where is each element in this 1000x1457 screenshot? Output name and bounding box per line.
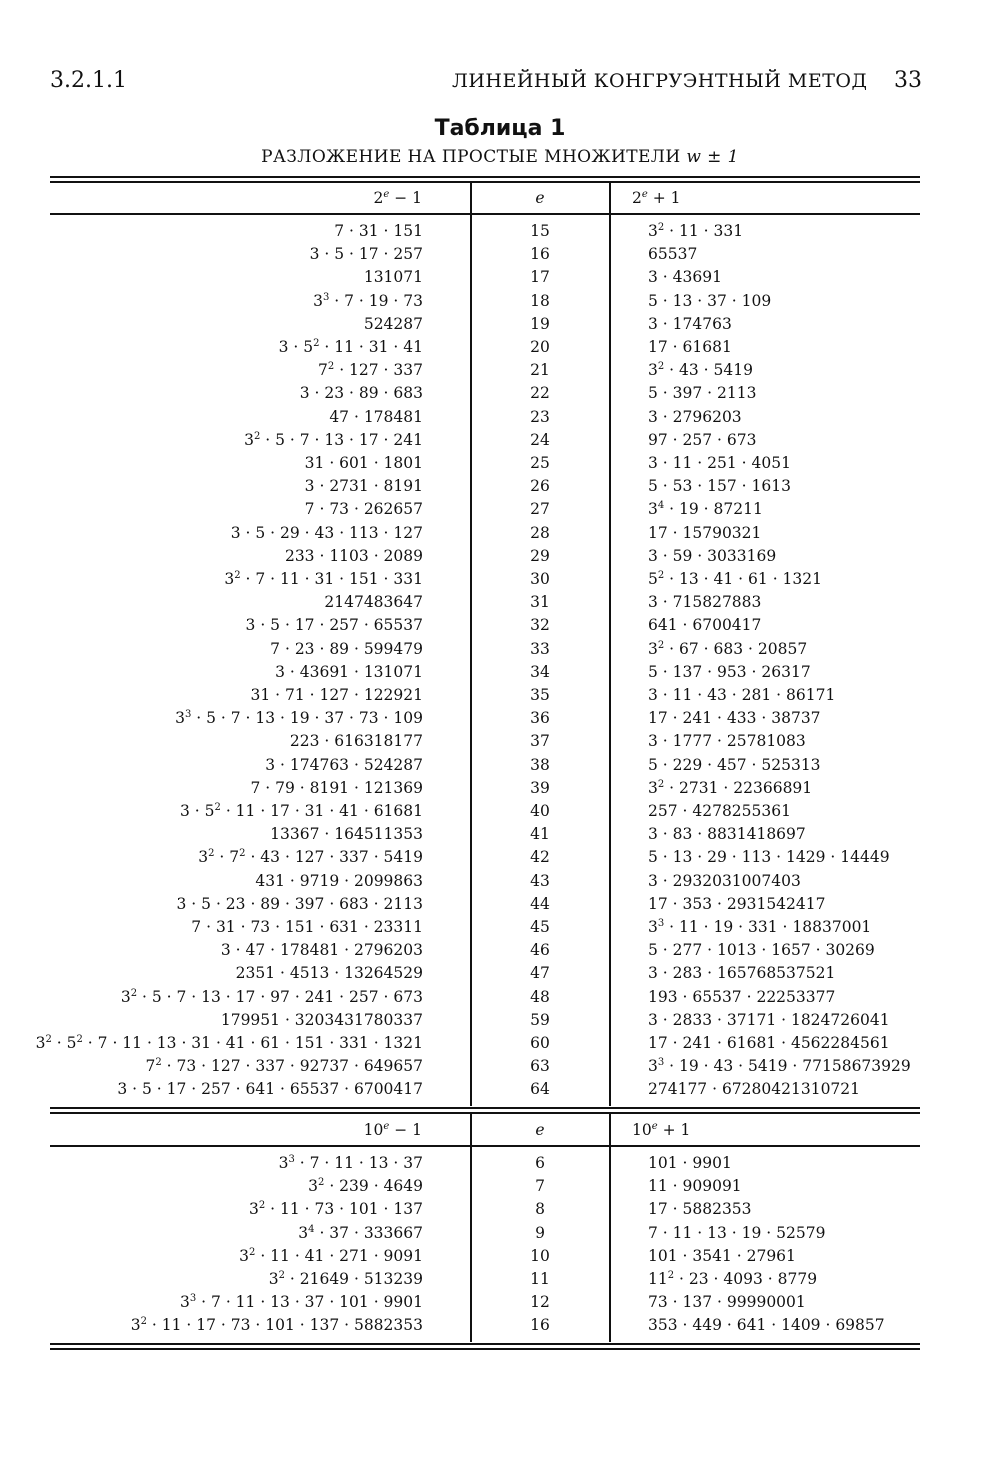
table-row bbox=[0, 730, 1000, 753]
pow10-minus-cell: $3^2 \cdot 21649 \cdot 513239$ bbox=[268, 1270, 423, 1288]
table-row bbox=[0, 614, 1000, 637]
table-row bbox=[0, 498, 1000, 521]
pow2-plus-cell: 3 · 83 · 8831418697 bbox=[648, 825, 806, 844]
pow2-plus-cell: 17 · 61681 bbox=[648, 338, 732, 356]
pow2-minus-cell: 3 · 174763 · 524287 bbox=[265, 755, 423, 774]
pow2-minus-cell: 7 · 23 · 89 · 599479 bbox=[270, 639, 423, 658]
table-row bbox=[0, 777, 1000, 800]
running-head-title: ЛИНЕЙНЫЙ КОНГРУЭНТНЫЙ МЕТОД bbox=[452, 70, 868, 92]
rule-top-1 bbox=[50, 176, 920, 178]
pow10-plus-cell: 7 · 11 · 13 · 19 · 52579 bbox=[648, 1223, 826, 1242]
pow2-minus-cell: 3 · 23 · 89 · 683 bbox=[299, 384, 423, 403]
header-2e-plus-1: $2^e + 1$ bbox=[632, 189, 681, 207]
pow2-minus-cell: 179951 · 3203431780337 bbox=[220, 1010, 423, 1029]
table-row bbox=[0, 475, 1000, 498]
exponent-cell: 40 bbox=[530, 802, 550, 820]
pow2-plus-cell: 5 · 277 · 1013 · 1657 · 30269 bbox=[648, 941, 875, 960]
exponent-cell: 47 bbox=[530, 964, 550, 983]
pow10-minus-cell: $3^2 \cdot 239 \cdot 4649$ bbox=[308, 1177, 423, 1196]
pow2-plus-cell: $3^2 \cdot 11 \cdot 331$ bbox=[648, 222, 744, 240]
pow2-plus-cell: $3^4 \cdot 19 \cdot 87211$ bbox=[648, 500, 763, 519]
exponent-cell: 9 bbox=[535, 1223, 545, 1242]
pow2-plus-cell: $3^3 \cdot 11 \cdot 19 \cdot 331 \cdot 18837001$ bbox=[648, 918, 872, 936]
exponent-cell: 6 bbox=[535, 1154, 545, 1172]
header-10e-minus-1: $10^e - 1$ bbox=[363, 1121, 422, 1139]
pow2-plus-cell: 65537 bbox=[648, 245, 698, 264]
pow2-plus-cell: 3 · 59 · 3033169 bbox=[648, 546, 777, 565]
pow2-minus-cell: 7 · 73 · 262657 bbox=[304, 500, 423, 519]
pow2-minus-cell: 7 · 31 · 151 bbox=[334, 222, 423, 240]
exponent-cell: 18 bbox=[530, 291, 550, 310]
exponent-cell: 35 bbox=[530, 686, 550, 704]
table-row bbox=[0, 336, 1000, 359]
pow2-minus-cell: 431 · 9719 · 2099863 bbox=[255, 871, 423, 890]
rule-header-2 bbox=[50, 1145, 920, 1147]
exponent-cell: 32 bbox=[530, 616, 550, 635]
pow10-minus-cell: $3^3 \cdot 7 \cdot 11 \cdot 13 \cdot 37 \cdot 101 \cdot 9901$ bbox=[180, 1293, 423, 1312]
pow2-plus-cell: 5 · 229 · 457 · 525313 bbox=[648, 755, 821, 774]
table-subtitle-text: РАЗЛОЖЕНИЕ НА ПРОСТЫЕ МНОЖИТЕЛИ bbox=[261, 147, 681, 167]
pow2-minus-cell: 3 · 2731 · 8191 bbox=[304, 477, 423, 496]
pow2-plus-cell: 3 · 2833 · 37171 · 1824726041 bbox=[648, 1010, 890, 1029]
header-2e-minus-1: $2^e - 1$ bbox=[373, 189, 422, 207]
exponent-cell: 48 bbox=[530, 987, 550, 1006]
pow2-plus-cell: $3^2 \cdot 2731 \cdot 22366891$ bbox=[648, 778, 813, 797]
pow10-minus-cell: $3^2 \cdot 11 \cdot 41 \cdot 271 \cdot 9091$ bbox=[239, 1246, 423, 1265]
exponent-cell: 33 bbox=[530, 639, 550, 658]
table-row bbox=[0, 290, 1000, 313]
pow2-plus-cell: 3 · 174763 bbox=[648, 314, 732, 333]
rule-header-1 bbox=[50, 213, 920, 215]
pow2-plus-cell: 641 · 6700417 bbox=[648, 616, 762, 635]
exponent-cell: 8 bbox=[535, 1200, 545, 1219]
header-e-2-text: e bbox=[535, 1121, 545, 1139]
rule-top-2 bbox=[50, 181, 920, 183]
table-row bbox=[0, 1268, 1000, 1291]
pow2-plus-cell: 17 · 241 · 433 · 38737 bbox=[648, 709, 821, 728]
table-row bbox=[0, 359, 1000, 382]
header-e-1 bbox=[472, 187, 608, 209]
pow2-minus-cell: 31 · 601 · 1801 bbox=[304, 454, 423, 472]
table-row bbox=[0, 429, 1000, 452]
pow2-minus-cell: 3 · 47 · 178481 · 2796203 bbox=[220, 941, 423, 960]
exponent-cell: 15 bbox=[530, 222, 550, 240]
table-row bbox=[0, 1152, 1000, 1175]
table-row bbox=[0, 684, 1000, 707]
pow2-minus-cell: 131071 bbox=[363, 268, 423, 287]
exponent-cell: 31 bbox=[530, 593, 550, 612]
exponent-cell: 25 bbox=[530, 454, 550, 472]
exponent-cell: 44 bbox=[530, 894, 550, 913]
pow2-plus-cell: 5 · 53 · 157 · 1613 bbox=[648, 477, 791, 496]
table-row bbox=[0, 1009, 1000, 1032]
table-row bbox=[0, 568, 1000, 591]
rule-bottom-1 bbox=[50, 1343, 920, 1345]
table-row bbox=[0, 893, 1000, 916]
pow10-minus-cell: $3^3 \cdot 7 \cdot 11 \cdot 13 \cdot 37$ bbox=[278, 1154, 423, 1172]
table-row bbox=[0, 591, 1000, 614]
pow2-minus-cell: 7 · 31 · 73 · 151 · 631 · 23311 bbox=[191, 918, 423, 936]
table-row bbox=[0, 220, 1000, 243]
pow2-minus-cell: 3 · 43691 · 131071 bbox=[275, 662, 423, 681]
exponent-cell: 43 bbox=[530, 871, 550, 890]
exponent-cell: 16 bbox=[530, 1316, 550, 1335]
table-row bbox=[0, 1055, 1000, 1078]
pow2-plus-cell: 3 · 2796203 bbox=[648, 407, 742, 426]
pow2-minus-cell: 2147483647 bbox=[324, 593, 423, 612]
table-row bbox=[0, 1198, 1000, 1221]
exponent-cell: 24 bbox=[530, 430, 550, 449]
table-subtitle-math: w ± 1 bbox=[686, 147, 739, 167]
table-row bbox=[0, 1245, 1000, 1268]
pow10-plus-cell: 101 · 3541 · 27961 bbox=[648, 1246, 796, 1265]
table-row bbox=[0, 313, 1000, 336]
table-row bbox=[0, 823, 1000, 846]
table-row bbox=[0, 382, 1000, 405]
exponent-cell: 39 bbox=[530, 778, 550, 797]
pow2-minus-cell: 524287 bbox=[363, 314, 423, 333]
exponent-cell: 27 bbox=[530, 500, 550, 519]
table-row bbox=[0, 1175, 1000, 1198]
table-row bbox=[0, 986, 1000, 1009]
pow2-minus-cell: $3 \cdot 5^2 \cdot 11 \cdot 17 \cdot 31 \cdot 41 \cdot 61681$ bbox=[179, 802, 423, 820]
pow2-plus-cell: 3 · 715827883 bbox=[648, 593, 762, 612]
pow2-plus-cell: 5 · 137 · 953 · 26317 bbox=[648, 662, 811, 681]
exponent-cell: 21 bbox=[530, 361, 550, 380]
table-row bbox=[0, 707, 1000, 730]
table-row bbox=[0, 1291, 1000, 1314]
pow2-plus-cell: $3^2 \cdot 43 \cdot 5419$ bbox=[648, 361, 753, 380]
rule-mid-2 bbox=[50, 1112, 920, 1114]
table-row bbox=[0, 754, 1000, 777]
pow2-minus-cell: $7^2 \cdot 73 \cdot 127 \cdot 337 \cdot 92737 \cdot 649657$ bbox=[145, 1057, 423, 1076]
pow2-plus-cell: 3 · 11 · 251 · 4051 bbox=[648, 454, 791, 472]
exponent-cell: 22 bbox=[530, 384, 550, 403]
pow2-minus-cell: 31 · 71 · 127 · 122921 bbox=[250, 686, 423, 704]
rule-bottom-2 bbox=[50, 1348, 920, 1350]
header-10e-plus-1: $10^e + 1$ bbox=[632, 1121, 691, 1139]
pow2-plus-cell: 5 · 13 · 37 · 109 bbox=[648, 291, 772, 310]
exponent-cell: 64 bbox=[530, 1080, 550, 1099]
table-row bbox=[0, 870, 1000, 893]
pow2-plus-cell: $3^2 \cdot 67 \cdot 683 \cdot 20857$ bbox=[648, 639, 808, 658]
exponent-cell: 28 bbox=[530, 523, 550, 542]
pow10-plus-cell: 11 · 909091 bbox=[648, 1177, 742, 1196]
pow2-minus-cell: $3^2 \cdot 5 \cdot 7 \cdot 13 \cdot 17 \cdot 241$ bbox=[244, 430, 423, 449]
pow2-plus-cell: 257 · 4278255361 bbox=[648, 802, 791, 820]
exponent-cell: 26 bbox=[530, 477, 550, 496]
pow2-plus-cell: 3 · 1777 · 25781083 bbox=[648, 732, 806, 751]
section-number: 3.2.1.1 bbox=[50, 68, 127, 93]
pow2-plus-cell: $5^2 \cdot 13 \cdot 41 \cdot 61 \cdot 1321$ bbox=[648, 570, 822, 588]
pow10-minus-cell: $3^2 \cdot 11 \cdot 73 \cdot 101 \cdot 137$ bbox=[249, 1200, 423, 1219]
exponent-cell: 60 bbox=[530, 1034, 550, 1052]
pow2-minus-cell: $3^2 \cdot 7^2 \cdot 43 \cdot 127 \cdot 337 \cdot 5419$ bbox=[198, 848, 423, 867]
table-row bbox=[0, 638, 1000, 661]
exponent-cell: 30 bbox=[530, 570, 550, 588]
pow10-minus-cell: $3^2 \cdot 11 \cdot 17 \cdot 73 \cdot 101 \cdot 137 \cdot 5882353$ bbox=[130, 1316, 423, 1335]
table-row bbox=[0, 545, 1000, 568]
pow10-plus-cell: 101 · 9901 bbox=[648, 1154, 732, 1172]
pow2-minus-cell: 3 · 5 · 23 · 89 · 397 · 683 · 2113 bbox=[176, 894, 423, 913]
exponent-cell: 10 bbox=[530, 1246, 550, 1265]
exponent-cell: 7 bbox=[535, 1177, 545, 1196]
table-row bbox=[0, 1314, 1000, 1337]
exponent-cell: 42 bbox=[530, 848, 550, 867]
header-e-1-text: e bbox=[535, 189, 545, 207]
vrule-h2-right bbox=[609, 1113, 611, 1145]
exponent-cell: 12 bbox=[530, 1293, 550, 1312]
exponent-cell: 37 bbox=[530, 732, 550, 751]
pow2-minus-cell: $3^3 \cdot 7 \cdot 19 \cdot 73$ bbox=[313, 291, 423, 310]
pow2-plus-cell: 17 · 353 · 2931542417 bbox=[648, 894, 826, 913]
pow2-minus-cell: $3^2 \cdot 7 \cdot 11 \cdot 31 \cdot 151 \cdot 331$ bbox=[224, 570, 423, 588]
table-row bbox=[0, 1222, 1000, 1245]
pow2-minus-cell: 7 · 79 · 8191 · 121369 bbox=[250, 778, 423, 797]
table-title: Таблица 1 bbox=[434, 116, 566, 141]
pow2-minus-cell: 2351 · 4513 · 13264529 bbox=[235, 964, 423, 983]
exponent-cell: 36 bbox=[530, 709, 550, 728]
table-row bbox=[0, 1078, 1000, 1101]
page-number: 33 bbox=[894, 68, 922, 93]
exponent-cell: 29 bbox=[530, 546, 550, 565]
table-row bbox=[0, 939, 1000, 962]
exponent-cell: 46 bbox=[530, 941, 550, 960]
pow10-plus-cell: 353 · 449 · 641 · 1409 · 69857 bbox=[648, 1316, 885, 1335]
table-row bbox=[0, 1032, 1000, 1055]
exponent-cell: 63 bbox=[530, 1057, 550, 1076]
pow2-minus-cell: 13367 · 164511353 bbox=[270, 825, 423, 844]
exponent-cell: 16 bbox=[530, 245, 550, 264]
exponent-cell: 20 bbox=[530, 338, 550, 356]
vrule-h2-left bbox=[470, 1113, 472, 1145]
vrule-h1-right bbox=[609, 182, 611, 213]
pow2-plus-cell: 17 · 15790321 bbox=[648, 523, 762, 542]
exponent-cell: 34 bbox=[530, 662, 550, 681]
pow2-minus-cell: 3 · 5 · 17 · 257 · 65537 bbox=[245, 616, 423, 635]
exponent-cell: 59 bbox=[530, 1010, 550, 1029]
pow2-minus-cell: 3 · 5 · 17 · 257 bbox=[309, 245, 423, 264]
pow10-plus-cell: 17 · 5882353 bbox=[648, 1200, 752, 1219]
pow2-minus-cell: 47 · 178481 bbox=[329, 407, 423, 426]
pow2-minus-cell: 233 · 1103 · 2089 bbox=[284, 546, 423, 565]
header-e-2 bbox=[472, 1119, 608, 1141]
table-row bbox=[0, 962, 1000, 985]
table-row bbox=[0, 800, 1000, 823]
pow2-plus-cell: 5 · 397 · 2113 bbox=[648, 384, 757, 403]
pow2-plus-cell: 97 · 257 · 673 bbox=[648, 430, 757, 449]
pow2-plus-cell: 3 · 283 · 165768537521 bbox=[648, 964, 836, 983]
rule-mid-1 bbox=[50, 1107, 920, 1109]
exponent-cell: 38 bbox=[530, 755, 550, 774]
pow2-plus-cell: 193 · 65537 · 22253377 bbox=[648, 987, 836, 1006]
table-row bbox=[0, 916, 1000, 939]
pow2-plus-cell: 17 · 241 · 61681 · 4562284561 bbox=[648, 1034, 890, 1052]
pow2-minus-cell: $7^2 \cdot 127 \cdot 337$ bbox=[318, 361, 423, 380]
table-row bbox=[0, 243, 1000, 266]
table-row bbox=[0, 661, 1000, 684]
table-row bbox=[0, 266, 1000, 289]
pow2-minus-cell: $3^2 \cdot 5^2 \cdot 7 \cdot 11 \cdot 13 \cdot 31 \cdot 41 \cdot 61 \cdot 151 \cdot 331 \cdot 1321$ bbox=[35, 1034, 423, 1052]
exponent-cell: 17 bbox=[530, 268, 550, 287]
pow10-minus-cell: $3^4 \cdot 37 \cdot 333667$ bbox=[298, 1223, 423, 1242]
pow2-minus-cell: 223 · 616318177 bbox=[289, 732, 423, 751]
table-row bbox=[0, 406, 1000, 429]
pow2-plus-cell: 5 · 13 · 29 · 113 · 1429 · 14449 bbox=[648, 848, 890, 867]
pow2-plus-cell: 274177 · 67280421310721 bbox=[648, 1080, 861, 1099]
table-row bbox=[0, 846, 1000, 869]
exponent-cell: 45 bbox=[530, 918, 550, 936]
exponent-cell: 11 bbox=[530, 1270, 550, 1288]
pow2-plus-cell: 3 · 2932031007403 bbox=[648, 871, 801, 890]
pow2-plus-cell: $3^3 \cdot 19 \cdot 43 \cdot 5419 \cdot 77158673929$ bbox=[648, 1057, 911, 1076]
pow2-plus-cell: 3 · 11 · 43 · 281 · 86171 bbox=[648, 686, 836, 704]
exponent-cell: 19 bbox=[530, 314, 550, 333]
pow10-plus-cell: $11^2 \cdot 23 \cdot 4093 \cdot 8779$ bbox=[648, 1270, 818, 1288]
pow2-minus-cell: $3^2 \cdot 5 \cdot 7 \cdot 13 \cdot 17 \cdot 97 \cdot 241 \cdot 257 \cdot 673$ bbox=[120, 987, 423, 1006]
table-row bbox=[0, 452, 1000, 475]
table-row bbox=[0, 522, 1000, 545]
pow2-minus-cell: $3 \cdot 5^2 \cdot 11 \cdot 31 \cdot 41$ bbox=[278, 338, 423, 356]
exponent-cell: 23 bbox=[530, 407, 550, 426]
pow2-minus-cell: 3 · 5 · 29 · 43 · 113 · 127 bbox=[230, 523, 423, 542]
pow2-plus-cell: 3 · 43691 bbox=[648, 268, 722, 287]
exponent-cell: 41 bbox=[530, 825, 550, 844]
pow10-plus-cell: 73 · 137 · 99990001 bbox=[648, 1293, 806, 1312]
vrule-h1-left bbox=[470, 182, 472, 213]
pow2-minus-cell: $3^3 \cdot 5 \cdot 7 \cdot 13 \cdot 19 \cdot 37 \cdot 73 \cdot 109$ bbox=[175, 709, 423, 728]
pow2-minus-cell: 3 · 5 · 17 · 257 · 641 · 65537 · 6700417 bbox=[117, 1080, 423, 1099]
